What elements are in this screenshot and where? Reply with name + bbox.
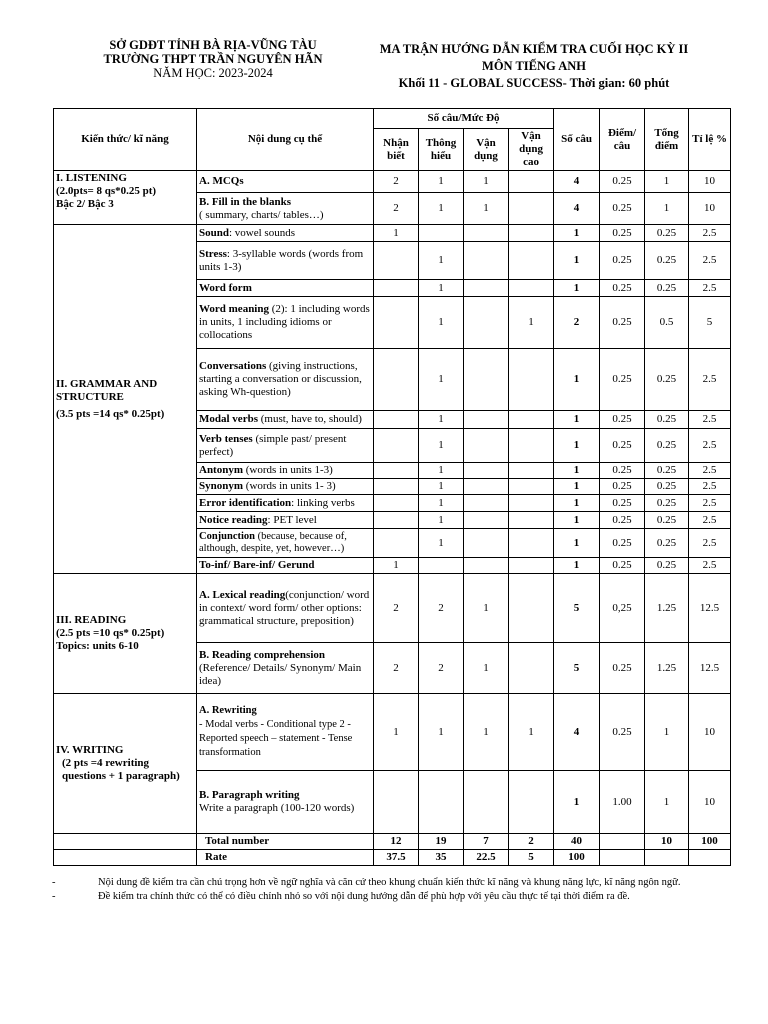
content-bold: Modal verbs: [199, 413, 258, 425]
cell-level3: [464, 411, 509, 429]
cell-ratio: 5: [689, 297, 731, 349]
cell-level3: [464, 349, 509, 411]
content-cell: [197, 280, 374, 297]
cell-total-points: 1: [645, 171, 689, 193]
cell-level2: 1: [419, 512, 464, 529]
rate-level3: 22.5: [464, 850, 509, 866]
content-cell: [197, 463, 374, 479]
content-cell: [197, 694, 374, 771]
content-text: (conjunction/ word in context/ word form/ other options: grammatical structure, preposition): [199, 588, 370, 627]
cell-total-points: 0.5: [645, 297, 689, 349]
cell-level2: [419, 771, 464, 834]
cell-ratio: 10: [689, 771, 731, 834]
section-topics: Topics: units 6-10: [56, 640, 139, 652]
cell-level3: [464, 479, 509, 495]
cell-level1: [374, 411, 419, 429]
cell-level4: [509, 463, 554, 479]
col-levels: Số câu/Mức Độ: [374, 109, 554, 129]
cell-level1: [374, 771, 419, 834]
cell-count: 5: [554, 643, 600, 694]
content-cell: [197, 225, 374, 242]
header-row-1: [54, 109, 731, 129]
cell-level4: [509, 643, 554, 694]
cell-ratio: 10: [689, 193, 731, 225]
cell-count: 4: [554, 694, 600, 771]
cell-count: 1: [554, 349, 600, 411]
cell-points-per: 0.25: [600, 280, 645, 297]
total-empty: [54, 834, 197, 850]
cell-count: 1: [554, 411, 600, 429]
cell-ratio: 10: [689, 171, 731, 193]
cell-level1: [374, 463, 419, 479]
cell-ratio: 2.5: [689, 225, 731, 242]
cell-level4: [509, 171, 554, 193]
cell-level4: [509, 242, 554, 280]
cell-level2: 2: [419, 643, 464, 694]
cell-ratio: 2.5: [689, 429, 731, 463]
content-cell: [197, 171, 374, 193]
section-points: (2.5 pts =10 qs* 0.25pt): [56, 627, 165, 639]
total-count: 40: [554, 834, 600, 850]
content-bold: Notice reading: [199, 513, 268, 526]
rate-ratio: [689, 850, 731, 866]
cell-total-points: 1.25: [645, 643, 689, 694]
total-points-per: [600, 834, 645, 850]
cell-level3: [464, 242, 509, 280]
content-cell: [197, 558, 374, 574]
cell-count: 1: [554, 280, 600, 297]
content-bold: B. Fill in the blanks: [199, 195, 292, 208]
cell-level2: 1: [419, 280, 464, 297]
content-bold: A. Rewriting: [199, 705, 257, 716]
cell-points-per: 0.25: [600, 463, 645, 479]
content-cell: [197, 479, 374, 495]
cell-total-points: 1: [645, 771, 689, 834]
col-level3: Vận dụng: [464, 129, 509, 171]
cell-level4: [509, 512, 554, 529]
cell-level1: [374, 495, 419, 512]
cell-total-points: 0.25: [645, 529, 689, 558]
cell-points-per: 0.25: [600, 242, 645, 280]
header-left: [56, 38, 370, 80]
total-level2: 19: [419, 834, 464, 850]
cell-level3: 1: [464, 193, 509, 225]
cell-level4: [509, 280, 554, 297]
cell-level4: [509, 574, 554, 643]
cell-level1: 1: [374, 694, 419, 771]
cell-total-points: 0.25: [645, 280, 689, 297]
cell-count: 1: [554, 429, 600, 463]
cell-ratio: 2.5: [689, 479, 731, 495]
cell-ratio: 2.5: [689, 512, 731, 529]
content-text: (words in units 1-3): [243, 464, 333, 476]
col-level1: Nhận biết: [374, 129, 419, 171]
note-text: Nội dung đề kiểm tra cần chú trọng hơn về ngữ nghĩa và căn cứ theo khung chuẩn kiến thức kĩ năng và khung năng lực, kĩ năng ngôn ngữ.: [98, 877, 681, 888]
cell-level4: [509, 479, 554, 495]
cell-total-points: 0.25: [645, 479, 689, 495]
cell-total-points: 1: [645, 694, 689, 771]
cell-points-per: 0.25: [600, 171, 645, 193]
content-bold: Stress: [199, 247, 227, 260]
cell-count: 1: [554, 463, 600, 479]
col-content: Nội dung cụ thể: [197, 109, 374, 171]
content-bold: To-inf/ Bare-inf/ Gerund: [199, 559, 315, 571]
content-bold: Conjunction: [199, 531, 256, 542]
content-bold: Synonym: [199, 480, 244, 492]
content-text: (must, have to, should): [257, 413, 362, 425]
content-cell: [197, 297, 374, 349]
total-ratio: 100: [689, 834, 731, 850]
cell-total-points: 0.25: [645, 411, 689, 429]
cell-level4: [509, 193, 554, 225]
content-text: : 3-syllable words (words from units 1-3): [199, 247, 364, 273]
rate-points-per: [600, 850, 645, 866]
rate-count: 100: [554, 850, 600, 866]
content-bold: A. MCQs: [199, 175, 244, 187]
content-cell: [197, 771, 374, 834]
section-title: I. LISTENING: [56, 172, 127, 184]
section-points: (2 pts =4 rewriting questions + 1 paragraph): [62, 757, 180, 782]
cell-level2: 1: [419, 694, 464, 771]
section-title: II. GRAMMAR AND STRUCTURE: [56, 377, 158, 403]
rate-empty: [54, 850, 197, 866]
content-bold: Verb tenses: [199, 432, 253, 445]
cell-total-points: 1: [645, 193, 689, 225]
content-cell: [197, 193, 374, 225]
col-level4: Vận dụng cao: [509, 129, 554, 171]
cell-level2: 1: [419, 463, 464, 479]
cell-total-points: 0.25: [645, 512, 689, 529]
total-level1: 12: [374, 834, 419, 850]
table-row: [54, 171, 731, 193]
cell-total-points: 1.25: [645, 574, 689, 643]
content-cell: [197, 495, 374, 512]
cell-count: 1: [554, 479, 600, 495]
content-text: (because, because of, although, despite, yet, however…): [199, 531, 347, 554]
cell-level2: 1: [419, 297, 464, 349]
cell-level1: [374, 242, 419, 280]
cell-points-per: 0.25: [600, 643, 645, 694]
cell-level1: 2: [374, 574, 419, 643]
cell-level3: [464, 463, 509, 479]
cell-points-per: 0.25: [600, 495, 645, 512]
cell-total-points: 0.25: [645, 349, 689, 411]
rate-label: Rate: [197, 850, 374, 866]
cell-count: 1: [554, 242, 600, 280]
cell-total-points: 0.25: [645, 558, 689, 574]
cell-level1: [374, 297, 419, 349]
content-cell: [197, 411, 374, 429]
cell-level3: [464, 429, 509, 463]
cell-points-per: 0.25: [600, 529, 645, 558]
header-right: [364, 41, 704, 92]
content-bold: A. Lexical reading: [199, 588, 286, 601]
cell-level4: 1: [509, 297, 554, 349]
content-text: (Reference/ Details/ Synonym/ Main idea): [199, 661, 362, 687]
content-cell: [197, 643, 374, 694]
cell-level3: [464, 529, 509, 558]
cell-ratio: 2.5: [689, 280, 731, 297]
cell-level3: 1: [464, 171, 509, 193]
content-text: (2): 1 including words in units, 1 including idioms or collocations: [199, 303, 370, 341]
subject-name: MÔN TIẾNG ANH: [482, 59, 586, 73]
cell-count: 5: [554, 574, 600, 643]
cell-count: 2: [554, 297, 600, 349]
cell-level4: [509, 349, 554, 411]
school-name: TRƯỜNG THPT TRẦN NGUYÊN HÃN: [103, 52, 323, 66]
cell-count: 4: [554, 171, 600, 193]
content-text: (giving instructions, starting a conversation or discussion, asking Wh-question): [199, 360, 362, 398]
cell-count: 1: [554, 771, 600, 834]
cell-level1: 2: [374, 171, 419, 193]
content-bold: B. Paragraph writing: [199, 789, 300, 801]
school-year: NĂM HỌC: 2023-2024: [153, 66, 273, 80]
col-level2: Thông hiểu: [419, 129, 464, 171]
content-bold: Conversations: [199, 360, 267, 372]
note-item: [52, 876, 742, 890]
section-level: Bậc 2/ Bậc 3: [56, 198, 114, 210]
cell-level2: 1: [419, 479, 464, 495]
content-cell: [197, 349, 374, 411]
cell-count: 1: [554, 558, 600, 574]
cell-total-points: 0.25: [645, 463, 689, 479]
cell-count: 1: [554, 495, 600, 512]
section-title: III. READING: [56, 614, 127, 626]
total-row: [54, 834, 731, 850]
cell-level4: [509, 495, 554, 512]
cell-ratio: 2.5: [689, 463, 731, 479]
section-title: IV. WRITING: [56, 744, 124, 756]
total-level3: 7: [464, 834, 509, 850]
cell-ratio: 12.5: [689, 643, 731, 694]
cell-level1: 2: [374, 643, 419, 694]
col-knowledge: Kiến thức/ kĩ năng: [54, 109, 197, 171]
cell-level4: [509, 529, 554, 558]
cell-total-points: 0.25: [645, 429, 689, 463]
cell-ratio: 2.5: [689, 349, 731, 411]
cell-level3: [464, 225, 509, 242]
cell-ratio: 2.5: [689, 411, 731, 429]
cell-count: 1: [554, 512, 600, 529]
content-cell: [197, 242, 374, 280]
cell-level3: [464, 280, 509, 297]
cell-level3: [464, 495, 509, 512]
note-text: Đề kiểm tra chính thức có thể có điều chỉnh nhỏ so với nội dung hướng dẫn để phù hợp với yêu cầu thực tế tại thời điểm ra đề.: [98, 891, 630, 902]
cell-level3: [464, 297, 509, 349]
cell-level2: 1: [419, 411, 464, 429]
cell-total-points: 0.25: [645, 495, 689, 512]
cell-level1: 1: [374, 225, 419, 242]
cell-points-per: 0.25: [600, 411, 645, 429]
rate-points: [645, 850, 689, 866]
rate-row: [54, 850, 731, 866]
cell-count: 1: [554, 225, 600, 242]
cell-level4: 1: [509, 694, 554, 771]
cell-level4: [509, 225, 554, 242]
cell-level3: [464, 558, 509, 574]
cell-level1: [374, 529, 419, 558]
total-level4: 2: [509, 834, 554, 850]
table-row: [54, 694, 731, 771]
content-cell: [197, 429, 374, 463]
cell-level2: 2: [419, 574, 464, 643]
cell-count: 4: [554, 193, 600, 225]
matrix-table: [53, 108, 731, 866]
cell-level4: [509, 771, 554, 834]
rate-level1: 37.5: [374, 850, 419, 866]
cell-level4: [509, 411, 554, 429]
cell-level1: [374, 512, 419, 529]
content-bold: Antonym: [199, 464, 244, 476]
cell-level1: [374, 479, 419, 495]
content-text: - Modal verbs - Conditional type 2 - Reported speech – statement - Tense transformation: [199, 719, 353, 758]
cell-level1: 1: [374, 558, 419, 574]
cell-points-per: 0.25: [600, 429, 645, 463]
cell-level2: [419, 225, 464, 242]
cell-level2: [419, 558, 464, 574]
cell-level2: 1: [419, 495, 464, 512]
section-reading: [54, 574, 197, 694]
cell-points-per: 0.25: [600, 349, 645, 411]
cell-count: 1: [554, 529, 600, 558]
cell-points-per: 0.25: [600, 479, 645, 495]
content-text: (words in units 1- 3): [243, 480, 336, 492]
cell-level1: [374, 280, 419, 297]
section-points: (2.0pts= 8 qs*0.25 pt): [56, 185, 157, 197]
content-bold: Error identification: [199, 496, 292, 509]
department-name: SỞ GDĐT TỈNH BÀ RỊA-VŨNG TÀU: [109, 38, 317, 52]
cell-level1: 2: [374, 193, 419, 225]
cell-ratio: 2.5: [689, 558, 731, 574]
cell-level2: 1: [419, 529, 464, 558]
content-text: : vowel sounds: [228, 226, 295, 239]
cell-level2: 1: [419, 193, 464, 225]
grade-time: Khối 11 - GLOBAL SUCCESS- Thời gian: 60 phút: [398, 76, 670, 90]
table-row: [54, 225, 731, 242]
notes: [52, 876, 742, 904]
section-writing: [54, 694, 197, 834]
note-dash: -: [52, 877, 56, 888]
cell-level3: [464, 771, 509, 834]
cell-level2: 1: [419, 171, 464, 193]
cell-level2: 1: [419, 429, 464, 463]
cell-points-per: 0.25: [600, 225, 645, 242]
cell-level2: 1: [419, 242, 464, 280]
content-text: ( summary, charts/ tables…): [199, 208, 324, 221]
content-text: (simple past/ present perfect): [199, 432, 347, 458]
section-points: (3.5 pts =14 qs* 0.25pt): [56, 407, 165, 420]
cell-level3: 1: [464, 694, 509, 771]
cell-ratio: 10: [689, 694, 731, 771]
content-text: : PET level: [267, 513, 317, 526]
content-bold: Sound: [199, 226, 229, 239]
col-ratio: Tỉ lệ %: [689, 109, 731, 171]
cell-points-per: 0.25: [600, 297, 645, 349]
col-points-per: Điểm/ câu: [600, 109, 645, 171]
content-cell: [197, 574, 374, 643]
cell-points-per: 0.25: [600, 558, 645, 574]
content-text: Write a paragraph (100-120 words): [199, 802, 355, 814]
cell-points-per: 1.00: [600, 771, 645, 834]
cell-level4: [509, 429, 554, 463]
cell-total-points: 0.25: [645, 225, 689, 242]
cell-points-per: 0.25: [600, 694, 645, 771]
document-title: MA TRẬN HƯỚNG DẪN KIỂM TRA CUỐI HỌC KỲ II: [379, 42, 689, 56]
col-total-points: Tổng điểm: [645, 109, 689, 171]
content-bold: B. Reading comprehension: [199, 648, 326, 661]
content-text: : linking verbs: [291, 496, 355, 509]
cell-points-per: 0.25: [600, 512, 645, 529]
note-item: [52, 890, 742, 904]
cell-level1: [374, 429, 419, 463]
total-label: Total number: [197, 834, 374, 850]
cell-level3: 1: [464, 574, 509, 643]
section-listening: [54, 171, 197, 225]
cell-ratio: 2.5: [689, 529, 731, 558]
total-points: 10: [645, 834, 689, 850]
rate-level4: 5: [509, 850, 554, 866]
cell-level3: 1: [464, 643, 509, 694]
content-bold: Word form: [199, 281, 252, 294]
col-count: Số câu: [554, 109, 600, 171]
cell-level3: [464, 512, 509, 529]
cell-ratio: 12.5: [689, 574, 731, 643]
table-row: [54, 574, 731, 643]
cell-points-per: 0,25: [600, 574, 645, 643]
content-cell: [197, 529, 374, 558]
cell-ratio: 2.5: [689, 495, 731, 512]
note-dash: -: [52, 891, 56, 902]
section-grammar: [54, 225, 197, 574]
rate-level2: 35: [419, 850, 464, 866]
content-bold: Word meaning: [199, 303, 269, 315]
cell-level1: [374, 349, 419, 411]
cell-level4: [509, 558, 554, 574]
cell-level2: 1: [419, 349, 464, 411]
cell-ratio: 2.5: [689, 242, 731, 280]
content-cell: [197, 512, 374, 529]
cell-total-points: 0.25: [645, 242, 689, 280]
cell-points-per: 0.25: [600, 193, 645, 225]
